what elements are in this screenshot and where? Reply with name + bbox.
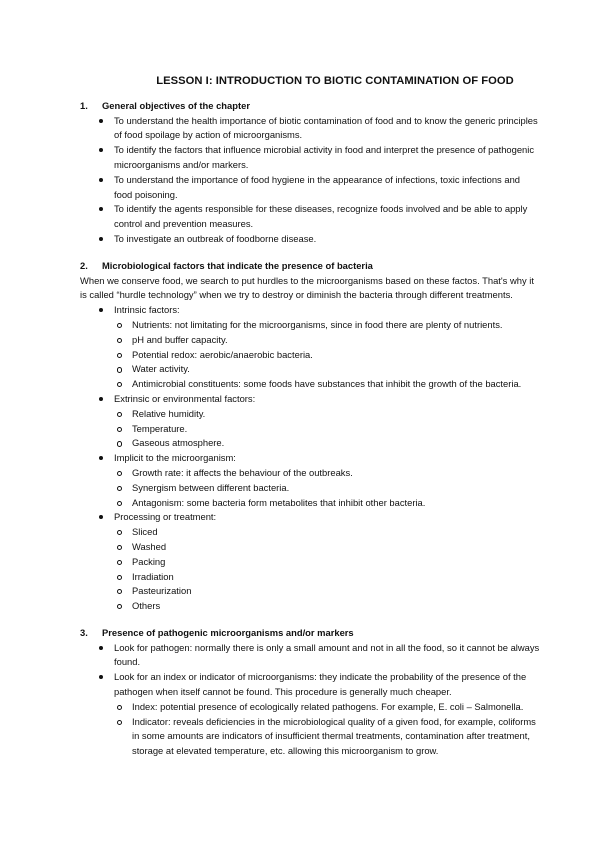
section-title: Presence of pathogenic microorganisms and/or markers xyxy=(102,626,354,638)
circle-bullet-icon xyxy=(117,427,122,432)
sub-list-item: Irradiation xyxy=(132,570,540,585)
sub-list-item: Growth rate: it affects the behaviour of the outbreaks. xyxy=(132,466,540,481)
sub-list-item: Others xyxy=(132,599,540,614)
sub-list-item: Relative humidity. xyxy=(132,407,540,422)
sub-list xyxy=(114,700,540,759)
sub-list xyxy=(114,318,540,392)
bullet-icon xyxy=(99,515,103,519)
list-item: Intrinsic factors: Nutrients: not limitating for the microorganisms, since in food there are plenty of nutrients. pH and buffer capacity. Potential redox: aerobic/anaerobic bacteria. Water activity. Antimicrobial constituents: some foods have substances that inhibit the growth of the bacteria. xyxy=(114,303,540,392)
list-item: Look for an index or indicator of microorganisms: they indicate the probability of the presence of the pathogen when itself cannot be found. This procedure is generally much cheaper. Index: potential presence of ecologically related pathogens. For example, E. coli – Salmonella. Indicator: reveals deficiencies in the microbiological quality of a given food, for example, coliforms in some amounts are indicators of insufficient thermal treatments, contamination after treatment, storage at elevated temperature, etc. allowing this microorganism to grow. xyxy=(114,670,540,759)
section-heading xyxy=(80,99,540,114)
circle-bullet-icon xyxy=(117,530,122,535)
pathogen-list xyxy=(80,641,540,759)
sub-list-item: Nutrients: not limitating for the microorganisms, since in food there are plenty of nutrients. xyxy=(132,318,540,333)
section-intro: When we conserve food, we search to put hurdles to the microorganisms based on these factos. That's why it is called “hurdle technology” when we try to destroy or diminish the bacteria through different treatments. xyxy=(80,274,534,301)
sub-list-item: Packing xyxy=(132,555,540,570)
sub-list-item: pH and buffer capacity. xyxy=(132,333,540,348)
sub-list-item: Synergism between different bacteria. xyxy=(132,481,540,496)
bullet-icon xyxy=(99,148,103,152)
section-heading xyxy=(80,259,540,274)
sub-list-item: Water activity. xyxy=(132,362,540,377)
sub-list xyxy=(114,466,540,510)
factor-groups-list xyxy=(80,303,540,614)
section-number: 3. xyxy=(80,626,88,638)
bullet-icon xyxy=(99,646,103,650)
circle-bullet-icon xyxy=(117,560,122,565)
bullet-icon xyxy=(99,308,103,312)
bullet-icon xyxy=(99,207,103,211)
sub-list xyxy=(114,525,540,614)
section-number: 1. xyxy=(80,99,88,111)
bullet-icon xyxy=(99,178,103,182)
list-item: To investigate an outbreak of foodborne disease. xyxy=(114,232,540,247)
sub-list-item: Antagonism: some bacteria form metabolites that inhibit other bacteria. xyxy=(132,496,540,511)
section-objectives xyxy=(80,99,540,247)
section-title: General objectives of the chapter xyxy=(102,99,250,111)
section-title: Microbiological factors that indicate the presence of bacteria xyxy=(102,259,373,271)
sub-list-item: Gaseous atmosphere. xyxy=(132,436,540,451)
sub-list-item: Indicator: reveals deficiencies in the microbiological quality of a given food, for example, coliforms in some amounts are indicators of insufficient thermal treatments, contamination after treatment, storage at elevated temperature, etc. allowing this microorganism to grow. xyxy=(132,715,540,759)
sub-list-item: Temperature. xyxy=(132,422,540,437)
circle-bullet-icon xyxy=(117,720,122,725)
circle-bullet-icon xyxy=(117,604,122,609)
list-item: To identify the agents responsible for these diseases, recognize foods involved and be able to apply control and prevention measures. xyxy=(114,202,540,232)
sub-list-item: Pasteurization xyxy=(132,584,540,599)
list-item: Implicit to the microorganism: Growth rate: it affects the behaviour of the outbreaks. Synergism between different bacteria. Antagonism: some bacteria form metabolites that inhibit other bacteria. xyxy=(114,451,540,510)
sub-list xyxy=(114,407,540,451)
section-microbiological-factors xyxy=(80,259,540,614)
circle-bullet-icon xyxy=(117,412,122,417)
bullet-icon xyxy=(99,397,103,401)
list-item: To identify the factors that influence microbial activity in food and interpret the presence of pathogenic microorganisms and/or markers. xyxy=(114,143,540,173)
bullet-icon xyxy=(99,456,103,460)
bullet-icon xyxy=(99,237,103,241)
section-heading xyxy=(80,626,540,641)
list-item: Look for pathogen: normally there is only a small amount and not in all the food, so it cannot be always found. xyxy=(114,641,540,671)
circle-bullet-icon xyxy=(117,486,122,491)
circle-bullet-icon xyxy=(117,589,122,594)
circle-bullet-icon xyxy=(117,382,122,387)
objectives-list xyxy=(80,114,540,247)
sub-list-item: Washed xyxy=(132,540,540,555)
circle-bullet-icon xyxy=(117,501,122,506)
list-item: Extrinsic or environmental factors: Relative humidity. Temperature. Gaseous atmosphere. xyxy=(114,392,540,451)
list-item: To understand the importance of food hygiene in the appearance of infections, toxic infections and food poisoning. xyxy=(114,173,540,203)
section-number: 2. xyxy=(80,259,88,271)
circle-bullet-icon xyxy=(117,367,122,372)
sub-list-item: Potential redox: aerobic/anaerobic bacteria. xyxy=(132,348,540,363)
circle-bullet-icon xyxy=(117,471,122,476)
list-item: Processing or treatment: Sliced Washed Packing Irradiation Pasteurization Others xyxy=(114,510,540,614)
circle-bullet-icon xyxy=(117,323,122,328)
circle-bullet-icon xyxy=(117,575,122,580)
sub-list-item: Sliced xyxy=(132,525,540,540)
document-title: LESSON I: INTRODUCTION TO BIOTIC CONTAMINATION OF FOOD xyxy=(156,75,514,87)
circle-bullet-icon xyxy=(117,545,122,550)
sub-list-item: Antimicrobial constituents: some foods have substances that inhibit the growth of the bacteria. xyxy=(132,377,540,392)
sub-list-item: Index: potential presence of ecologically related pathogens. For example, E. coli – Salmonella. xyxy=(132,700,540,715)
circle-bullet-icon xyxy=(117,705,122,710)
circle-bullet-icon xyxy=(117,441,122,446)
circle-bullet-icon xyxy=(117,338,122,343)
bullet-icon xyxy=(99,119,103,123)
list-item: To understand the health importance of biotic contamination of food and to know the generic principles of food spoilage by action of microorganisms. xyxy=(114,114,540,144)
circle-bullet-icon xyxy=(117,353,122,358)
bullet-icon xyxy=(99,675,103,679)
section-pathogen-markers xyxy=(80,626,540,759)
